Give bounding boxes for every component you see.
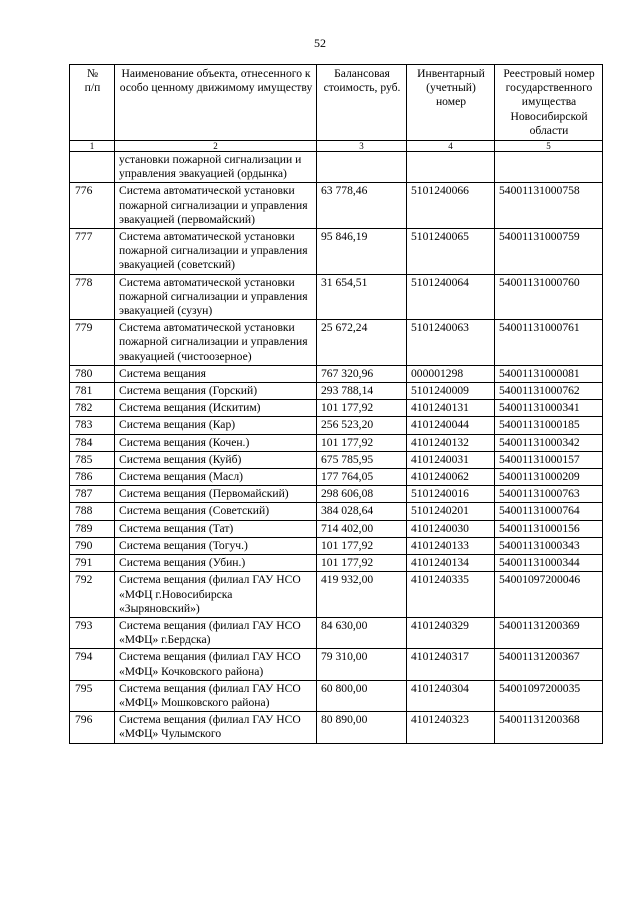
cell-inventory-number: 4101240133 bbox=[407, 537, 495, 554]
continued-row bbox=[70, 152, 603, 183]
cell-cost: 80 890,00 bbox=[317, 712, 407, 743]
cell-name: Система автоматической установки пожарной сигнализации и управления эвакуацией (первомайский) bbox=[115, 183, 317, 229]
cell-num: 782 bbox=[70, 400, 115, 417]
cell-num: 784 bbox=[70, 434, 115, 451]
cell-inventory-number: 4101240062 bbox=[407, 469, 495, 486]
cell-cost: 767 320,96 bbox=[317, 365, 407, 382]
cell-cost: 101 177,92 bbox=[317, 537, 407, 554]
cell-inventory-number: 4101240335 bbox=[407, 572, 495, 618]
table-row bbox=[70, 183, 603, 229]
cell-cost: 84 630,00 bbox=[317, 617, 407, 648]
cell-cost: 714 402,00 bbox=[317, 520, 407, 537]
table-row bbox=[70, 572, 603, 618]
cell-inventory-number: 5101240064 bbox=[407, 274, 495, 320]
cell-registry-number: 54001131200367 bbox=[495, 649, 603, 680]
cell-cost: 25 672,24 bbox=[317, 320, 407, 366]
cell-inventory-number: 5101240065 bbox=[407, 229, 495, 275]
cell-inventory-number: 5101240016 bbox=[407, 486, 495, 503]
cell-num: 776 bbox=[70, 183, 115, 229]
cell-num: 777 bbox=[70, 229, 115, 275]
column-numbers-row bbox=[70, 141, 603, 152]
cell-inventory-number: 4101240044 bbox=[407, 417, 495, 434]
cell-registry-number: 54001131000344 bbox=[495, 555, 603, 572]
cell-name: Система вещания (Убин.) bbox=[115, 555, 317, 572]
column-number: 4 bbox=[407, 141, 495, 152]
table-row bbox=[70, 320, 603, 366]
table-row bbox=[70, 469, 603, 486]
cell-name: Система вещания (Первомайский) bbox=[115, 486, 317, 503]
cell-registry-number: 54001131200368 bbox=[495, 712, 603, 743]
cell-num: 778 bbox=[70, 274, 115, 320]
cell-name: Система вещания (Кар) bbox=[115, 417, 317, 434]
cell-name: Система вещания (Искитим) bbox=[115, 400, 317, 417]
table-row bbox=[70, 537, 603, 554]
cell-inventory-number: 4101240317 bbox=[407, 649, 495, 680]
cell-registry-number: 54001131000081 bbox=[495, 365, 603, 382]
cell-registry-number: 54001131000343 bbox=[495, 537, 603, 554]
table-row bbox=[70, 680, 603, 711]
column-number: 3 bbox=[317, 141, 407, 152]
cell-registry-number: 54001097200035 bbox=[495, 680, 603, 711]
cell-cost: 63 778,46 bbox=[317, 183, 407, 229]
cell-registry-number bbox=[495, 152, 603, 183]
cell-registry-number: 54001131000764 bbox=[495, 503, 603, 520]
cell-num: 786 bbox=[70, 469, 115, 486]
table-row bbox=[70, 712, 603, 743]
cell-cost: 256 523,20 bbox=[317, 417, 407, 434]
cell-cost: 101 177,92 bbox=[317, 434, 407, 451]
header-registry-number: Реестровый номер государственного имущества Новосибирской области bbox=[495, 65, 603, 141]
column-number: 1 bbox=[70, 141, 115, 152]
cell-cost: 101 177,92 bbox=[317, 400, 407, 417]
cell-name: Система автоматической установки пожарной сигнализации и управления эвакуацией (чистоозерное) bbox=[115, 320, 317, 366]
table-row bbox=[70, 434, 603, 451]
cell-num: 781 bbox=[70, 383, 115, 400]
cell-cost: 293 788,14 bbox=[317, 383, 407, 400]
cell-registry-number: 54001131000342 bbox=[495, 434, 603, 451]
table-row bbox=[70, 520, 603, 537]
cell-registry-number: 54001131000762 bbox=[495, 383, 603, 400]
cell-registry-number: 54001131200369 bbox=[495, 617, 603, 648]
header-cost: Балансовая стоимость, руб. bbox=[317, 65, 407, 141]
cell-name: установки пожарной сигнализации и управления эвакуацией (ордынка) bbox=[115, 152, 317, 183]
table-header-row bbox=[70, 65, 603, 141]
cell-inventory-number: 5101240066 bbox=[407, 183, 495, 229]
table-row bbox=[70, 229, 603, 275]
cell-num: 791 bbox=[70, 555, 115, 572]
cell-num: 789 bbox=[70, 520, 115, 537]
column-number: 5 bbox=[495, 141, 603, 152]
cell-inventory-number: 4101240304 bbox=[407, 680, 495, 711]
cell-name: Система вещания (филиал ГАУ НСО «МФЦ г.Новосибирска «Зыряновский») bbox=[115, 572, 317, 618]
cell-registry-number: 54001131000185 bbox=[495, 417, 603, 434]
cell-inventory-number: 000001298 bbox=[407, 365, 495, 382]
cell-registry-number: 54001131000341 bbox=[495, 400, 603, 417]
table-row bbox=[70, 617, 603, 648]
cell-inventory-number: 4101240030 bbox=[407, 520, 495, 537]
cell-cost: 675 785,95 bbox=[317, 451, 407, 468]
table-row bbox=[70, 274, 603, 320]
table-row bbox=[70, 503, 603, 520]
cell-registry-number: 54001131000156 bbox=[495, 520, 603, 537]
cell-registry-number: 54001131000760 bbox=[495, 274, 603, 320]
property-registry-table bbox=[69, 64, 603, 744]
cell-num: 787 bbox=[70, 486, 115, 503]
table-row bbox=[70, 383, 603, 400]
cell-inventory-number: 5101240063 bbox=[407, 320, 495, 366]
cell-cost: 419 932,00 bbox=[317, 572, 407, 618]
cell-registry-number: 54001131000761 bbox=[495, 320, 603, 366]
cell-inventory-number: 5101240009 bbox=[407, 383, 495, 400]
cell-cost: 298 606,08 bbox=[317, 486, 407, 503]
cell-num: 794 bbox=[70, 649, 115, 680]
cell-inventory-number: 4101240329 bbox=[407, 617, 495, 648]
cell-num: 788 bbox=[70, 503, 115, 520]
cell-name: Система вещания bbox=[115, 365, 317, 382]
cell-num: 793 bbox=[70, 617, 115, 648]
cell-num: 790 bbox=[70, 537, 115, 554]
table-row bbox=[70, 451, 603, 468]
cell-name: Система вещания (Горский) bbox=[115, 383, 317, 400]
cell-num: 795 bbox=[70, 680, 115, 711]
table-row bbox=[70, 365, 603, 382]
cell-name: Система вещания (Кочен.) bbox=[115, 434, 317, 451]
page-number: 52 bbox=[314, 36, 326, 50]
cell-inventory-number: 5101240201 bbox=[407, 503, 495, 520]
cell-registry-number: 54001131000209 bbox=[495, 469, 603, 486]
cell-cost bbox=[317, 152, 407, 183]
cell-num: 792 bbox=[70, 572, 115, 618]
cell-num: 796 bbox=[70, 712, 115, 743]
cell-inventory-number: 4101240131 bbox=[407, 400, 495, 417]
header-name: Наименование объекта, отнесенного к особо ценному движимому имуществу bbox=[115, 65, 317, 141]
cell-cost: 31 654,51 bbox=[317, 274, 407, 320]
cell-name: Система вещания (Куйб) bbox=[115, 451, 317, 468]
cell-num bbox=[70, 152, 115, 183]
cell-num: 780 bbox=[70, 365, 115, 382]
cell-name: Система вещания (Советский) bbox=[115, 503, 317, 520]
cell-name: Система вещания (филиал ГАУ НСО «МФЦ» Кочковского района) bbox=[115, 649, 317, 680]
cell-name: Система автоматической установки пожарной сигнализации и управления эвакуацией (советский) bbox=[115, 229, 317, 275]
cell-cost: 101 177,92 bbox=[317, 555, 407, 572]
cell-num: 779 bbox=[70, 320, 115, 366]
cell-name: Система вещания (филиал ГАУ НСО «МФЦ» г.Бердска) bbox=[115, 617, 317, 648]
table-row bbox=[70, 486, 603, 503]
header-inventory-number: Инвентарный (учетный) номер bbox=[407, 65, 495, 141]
cell-registry-number: 54001097200046 bbox=[495, 572, 603, 618]
cell-inventory-number: 4101240031 bbox=[407, 451, 495, 468]
cell-cost: 384 028,64 bbox=[317, 503, 407, 520]
cell-registry-number: 54001131000758 bbox=[495, 183, 603, 229]
cell-name: Система вещания (Тат) bbox=[115, 520, 317, 537]
cell-name: Система вещания (Тогуч.) bbox=[115, 537, 317, 554]
cell-inventory-number: 4101240132 bbox=[407, 434, 495, 451]
cell-num: 785 bbox=[70, 451, 115, 468]
cell-inventory-number bbox=[407, 152, 495, 183]
cell-registry-number: 54001131000759 bbox=[495, 229, 603, 275]
cell-cost: 177 764,05 bbox=[317, 469, 407, 486]
cell-cost: 79 310,00 bbox=[317, 649, 407, 680]
cell-name: Система вещания (филиал ГАУ НСО «МФЦ» Мошковского района) bbox=[115, 680, 317, 711]
cell-cost: 95 846,19 bbox=[317, 229, 407, 275]
cell-inventory-number: 4101240134 bbox=[407, 555, 495, 572]
cell-inventory-number: 4101240323 bbox=[407, 712, 495, 743]
header-num: № п/п bbox=[70, 65, 115, 141]
cell-num: 783 bbox=[70, 417, 115, 434]
cell-name: Система вещания (филиал ГАУ НСО «МФЦ» Чулымского bbox=[115, 712, 317, 743]
cell-name: Система вещания (Масл) bbox=[115, 469, 317, 486]
cell-registry-number: 54001131000157 bbox=[495, 451, 603, 468]
table-row bbox=[70, 649, 603, 680]
cell-registry-number: 54001131000763 bbox=[495, 486, 603, 503]
cell-name: Система автоматической установки пожарной сигнализации и управления эвакуацией (сузун) bbox=[115, 274, 317, 320]
table-row bbox=[70, 555, 603, 572]
table-row bbox=[70, 400, 603, 417]
table-row bbox=[70, 417, 603, 434]
column-number: 2 bbox=[115, 141, 317, 152]
cell-cost: 60 800,00 bbox=[317, 680, 407, 711]
